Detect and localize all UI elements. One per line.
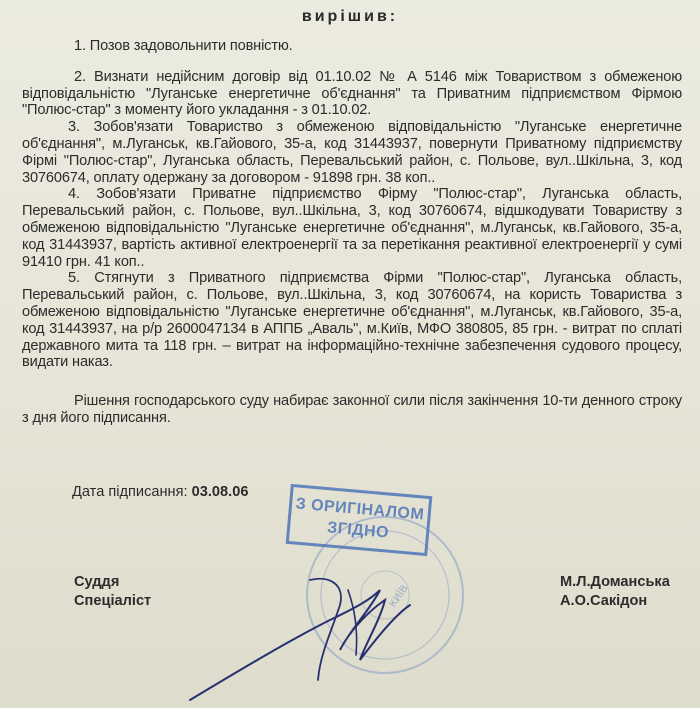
signing-date	[72, 484, 248, 500]
stamp-line-2: ЗГІДНО	[326, 519, 390, 542]
name-specialist: А.О.Сакідон	[560, 593, 648, 609]
title-specialist: Спеціаліст	[74, 593, 152, 609]
paragraph-3: 3. Зобов'язати Товариство з обмеженою відповідальністю "Луганське енергетичне об'єднання", м.Луганськ, кв.Гайового, 35-а, код 31443937, повернути Приватному підприємству Фірмі "Полюс-стар", Луганська область, Перевальський район, с. Польове, вул..Шкільна, 3, код 30760674, оплату одержану за договором - 91898 грн. 38 коп..	[22, 119, 682, 186]
title-judge: Суддя	[74, 574, 120, 590]
stamp-line-1: З ОРИГІНАЛОМ	[294, 495, 425, 524]
signatory-names	[560, 573, 670, 611]
decision-heading: вирішив:	[301, 8, 399, 25]
paragraph-effect: Рішення господарського суду набирає законної сили після закінчення 10-ти денного строку з дня його підписання.	[22, 393, 682, 426]
name-judge: М.Л.Доманська	[560, 574, 670, 590]
paragraph-2: 2. Визнати недійсним договір від 01.10.02 № А 5146 між Товариством з обмеженою відповідальністю "Луганське енергетичне об'єднання" та Приватним підприємством Фірмою "Полюс-стар" з моменту його укладання - з 01.10.02.	[22, 68, 682, 119]
signing-date-label: Дата підписання:	[72, 484, 188, 500]
paragraph-5: 5. Стягнути з Приватного підприємства Фірми "Полюс-стар", Луганська область, Перевальський район, с. Польове, вул..Шкільна, 3, код 30760674, на користь Товариства з обмеженою відповідальністю "Луганське енергетичне об'єднання", м.Луганськ, кв.Гайового, 35-а, код 31443937, на р/р 2600047134 в АППБ „Аваль", м.Київ, МФО 380805, 85 грн. - витрат по сплаті державного мита та 118 грн. – витрат на інформаційно-технічне забезпечення судового процесу, видати наказ.	[22, 270, 682, 371]
handwritten-signature-icon	[180, 560, 440, 708]
paragraph-4: 4. Зобов'язати Приватне підприємство Фірму "Полюс-стар", Луганська область, Перевальський район, с. Польове, вул..Шкільна, 3, код 30760674, відшкодувати Товариству з обмеженою відповідальністю "Луганське енергетичне об'єднання", м.Луганськ, кв.Гайового, 35-а, код 31443937, вартість активної електроенергії та за перетікання реактивної електроенергії у сумі 91410 грн. 41 коп..	[22, 186, 682, 270]
decision-body	[22, 38, 682, 427]
signatory-titles	[74, 573, 151, 611]
seal-text: КИЇВ	[387, 583, 411, 610]
signing-date-value: 03.08.06	[191, 484, 249, 500]
paragraph-1: 1. Позов задовольнити повністю.	[74, 38, 293, 54]
original-stamp	[286, 484, 433, 556]
